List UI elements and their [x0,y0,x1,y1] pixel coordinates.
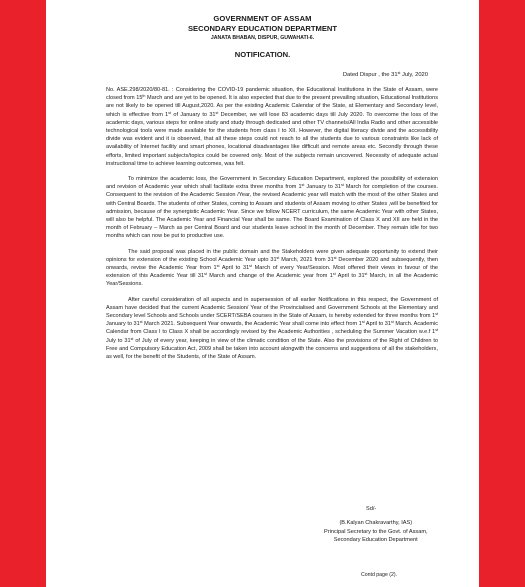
notification-page [46,0,479,587]
notification-title: NOTIFICATION. [234,50,291,59]
signatory-designation: Principal Secretary to the Govt. of Assam, [324,528,428,535]
department-title: SECONDARY EDUCATION DEPARTMENT [187,24,338,33]
signatory-name: (B.Kalyan Chakravarthy, IAS) [339,520,413,527]
continued-note: Contd page (2). [361,572,398,578]
paragraph-4: After careful consideration of all aspects and in supersession of all earlier Notifications in this respect, the Government of Assam have decided that the current Academic Session/ Year of the Provincialised and Government Schools at the Elementary and Secondary level Schools and Schools under SCERT/SEBA courses in the State of Assam, is hereby extended for three months from 1st January to 31st March 2021. Subsequent Year onwards, the Academic Year shall come into effect from 1st April to 31st March. Academic Calendar from Class I to Class X shall be accordingly revised by the Academic Authorities , scheduling the Summer Vacation w.e.f 1st July to 31st of July of every year, keeping in view of the climatic condition of the State. Also the provisions of the Right of Children to Free and Compulsory Education Act, 2009 shall be taken into account alongwith the concerns and suggestions of all the stakeholders, as well, for the benefit of the Students, of the State of Assam. [106,296,438,361]
notification-body [106,86,438,368]
department-address: JANATA BHABAN, DISPUR, GUWAHATI-6. [210,35,315,41]
notification-date: Dated Dispur , the 31st July, 2020 [342,70,428,78]
signature-mark: Sd/- [366,506,377,512]
signatory-department: Secondary Education Department [333,536,418,543]
letterhead [46,14,479,42]
paragraph-1: No. ASE.298/2020/80-81. : Considering the COVID-19 pandemic situation, the Educational Institutions in the State of Assam, were closed from 15th March and are yet to be opened. It is also expected that due to the present prevailing situation, Educational Institutions are not likely to be opened till August,2020. As per the existing Academic Calendar of the State, at Elementary and Secondary level, which is effective from 1st of January to 31st December, we will lose 83 academic days till July 2020. To overcome the loss of the academic days, various steps for online study and study through dedicated and other TV channels/All India Radio and other accessible technological tools were made available for the students from class I to XII. However, the digital literacy divide and the accessibility divide was evident and it is observed, that all these steps could not reach to all the students due to various constraints like lack of availability of Internet facility and smart phones, locational disadvantages like difficult and remote areas etc. Secondly through these efforts, limited important subjects/topics could be covered only. Most of the subjects remain uncovered. Necessity of adequate actual instructional time to achieve learning outcomes, was felt. [106,87,438,167]
paragraph-2: To minimize the academic loss, the Government in Secondary Education Department, explored the possibility of extension and revision of Academic year which shall facilitate extra three months from 1st January to 31st March for completion of the courses. Consequent to the revision of the Academic Session /Year, the revised Academic year will match with the most of the other States and with Central Boards. The students of other States, coming to Assam and students of Assam moving to other States ,will be benefited for admission, because of the synergistic Academic Year. Since we follow NCERT curriculum, the same Academic Year with other States, will also be helpful. The Academic Year and Financial Year shall be same. The Board Examination of Class X and XII are held in the month of February – March as per Central Board and our students leave school in the month of December. They remain idle for two months which can now be put to productive use. [106,176,439,240]
paragraph-3: The said proposal was placed in the public domain and the Stakeholders were given adequate opportunity to extend their opinions for extension of the existing School Academic Year upto 31st March, 2021 from 31st December 2020 and subsequently, then onwards, revise the Academic Year from 1st April to 31st March of every Year/Session. Most offered their views in favour of the extension of this Academic Year till 31st March and change of the Academic year from 1st April to 31st March, in all the Academic Year/Sessions. [106,248,439,288]
signature-block [324,505,428,544]
government-title: GOVERNMENT OF ASSAM [213,14,312,23]
